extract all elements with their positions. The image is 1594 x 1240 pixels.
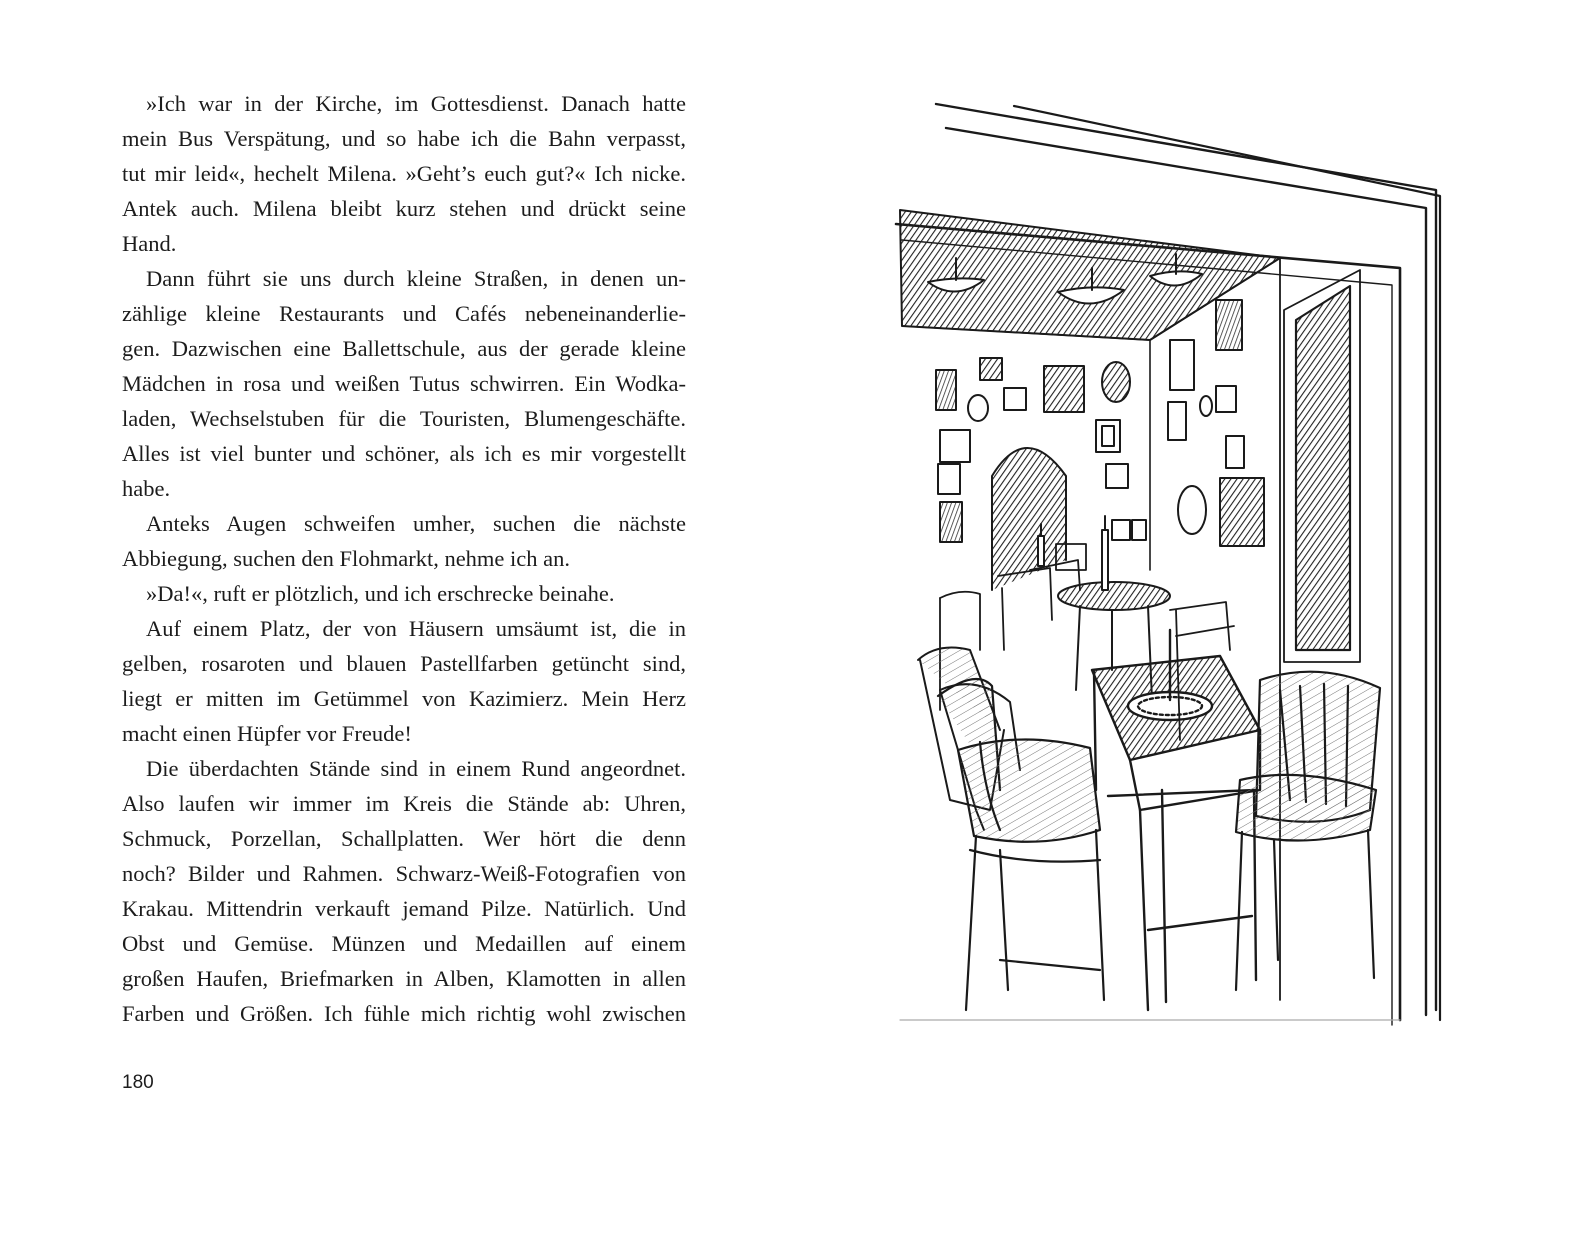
text-line: liegt er mitten im Getümmel von Kazimierz. Mein Herz bbox=[122, 686, 686, 711]
cafe-interior-illustration bbox=[880, 90, 1470, 1050]
text-line: »Ich war in der Kirche, im Gottesdienst. Danach hatte bbox=[146, 91, 686, 116]
text-line: Auf einem Platz, der von Häusern umsäumt ist, die in bbox=[146, 616, 686, 641]
text-line: laden, Wechselstuben für die Touristen, Blumengeschäfte. bbox=[122, 406, 686, 431]
text-line: Schmuck, Porzellan, Schallplatten. Wer hört die denn bbox=[122, 826, 686, 851]
text-line: Hand. bbox=[122, 231, 177, 256]
text-line: Antek auch. Milena bleibt kurz stehen und drückt seine bbox=[122, 196, 686, 221]
text-line: Abbiegung, suchen den Flohmarkt, nehme ich an. bbox=[122, 546, 571, 571]
page-number: 180 bbox=[122, 1072, 154, 1093]
text-line: noch? Bilder und Rahmen. Schwarz-Weiß-Fotografien von bbox=[122, 861, 686, 886]
body-text bbox=[122, 86, 686, 1031]
text-line: macht einen Hüpfer vor Freude! bbox=[122, 721, 412, 746]
text-line: habe. bbox=[122, 476, 171, 501]
text-line: Alles ist viel bunter und schöner, als ich es mir vorgestellt bbox=[122, 441, 686, 466]
text-line: Anteks Augen schweifen umher, suchen die nächste bbox=[146, 511, 686, 536]
text-line: mein Bus Verspätung, und so habe ich die Bahn verpasst, bbox=[122, 126, 686, 151]
text-line: gen. Dazwischen eine Ballettschule, aus der gerade kleine bbox=[122, 336, 686, 361]
text-line: tut mir leid«, hechelt Milena. »Geht’s euch gut?« Ich nicke. bbox=[122, 161, 686, 186]
text-line: Farben und Größen. Ich fühle mich richtig wohl zwischen bbox=[122, 1001, 686, 1026]
text-line: Also laufen wir immer im Kreis die Stände ab: Uhren, bbox=[122, 791, 686, 816]
text-line: Mädchen in rosa und weißen Tutus schwirren. Ein Wodka- bbox=[122, 371, 686, 396]
text-line: zählige kleine Restaurants und Cafés nebeneinanderlie- bbox=[122, 301, 686, 326]
text-line: Die überdachten Stände sind in einem Rund angeordnet. bbox=[146, 756, 686, 781]
text-line: Krakau. Mittendrin verkauft jemand Pilze. Natürlich. Und bbox=[122, 896, 686, 921]
text-line: großen Haufen, Briefmarken in Alben, Klamotten in allen bbox=[122, 966, 686, 991]
text-line: Dann führt sie uns durch kleine Straßen, in denen un- bbox=[146, 266, 686, 291]
text-line: »Da!«, ruft er plötzlich, und ich erschrecke beinahe. bbox=[146, 581, 615, 606]
text-line: Obst und Gemüse. Münzen und Medaillen auf einem bbox=[122, 931, 686, 956]
text-line: gelben, rosaroten und blauen Pastellfarben getüncht sind, bbox=[122, 651, 686, 676]
